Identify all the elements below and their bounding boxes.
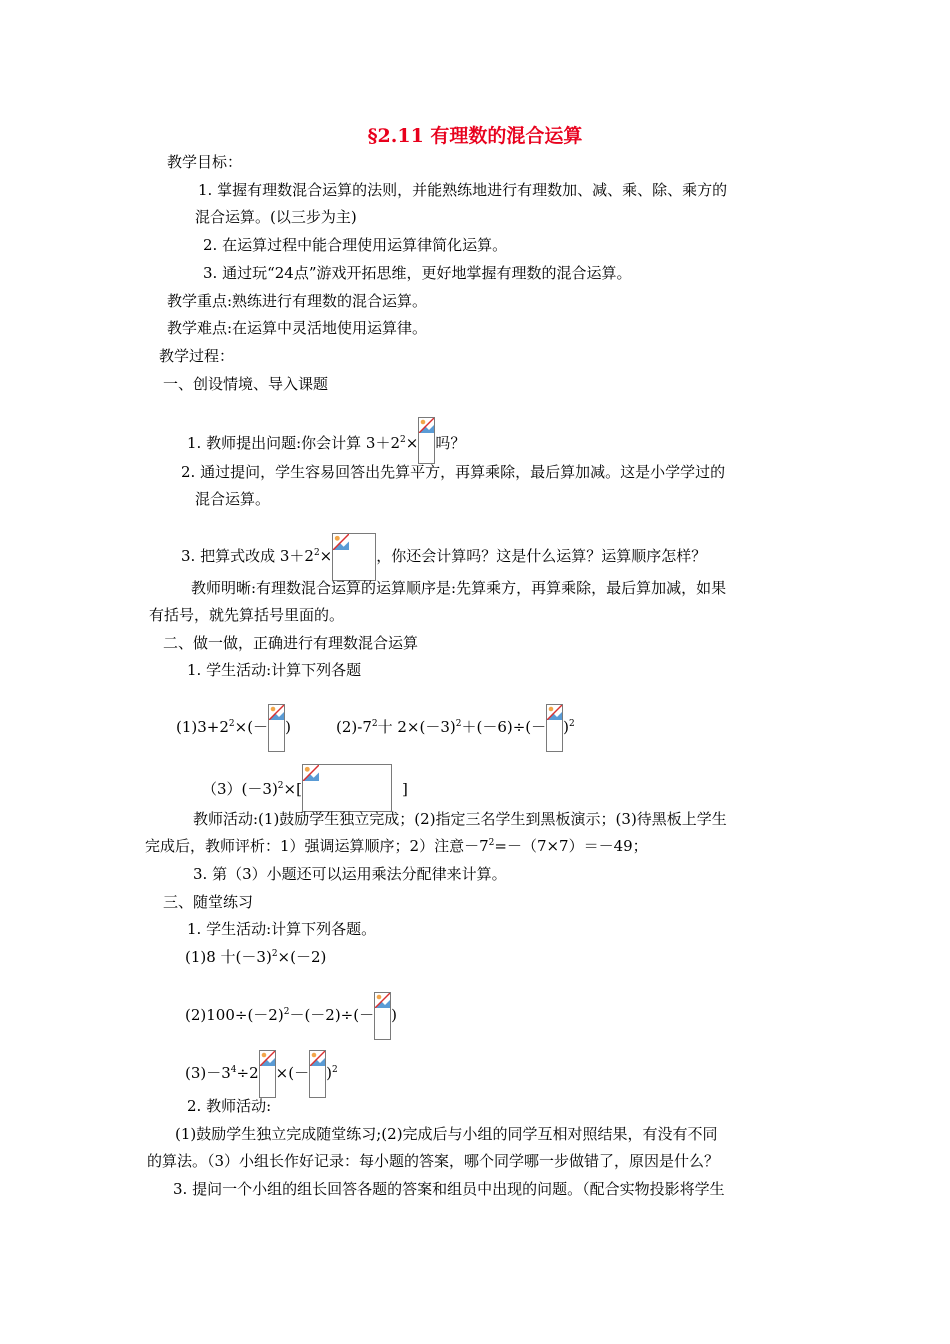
e1-a: (1)8 十(－3) — [185, 948, 272, 966]
p3-end: ] — [401, 780, 408, 798]
section-3-activity: 1. 学生活动:计算下列各题。 — [187, 920, 377, 938]
q3-prefix: 3. 把算式改成 3＋2 — [181, 547, 314, 565]
broken-image-icon — [268, 704, 285, 752]
section-2-heading: 二、做一做，正确进行有理数混合运算 — [163, 634, 419, 652]
page-title: §2.11 有理数的混合运算 — [367, 125, 583, 147]
p3-exponent: 2 — [277, 781, 284, 791]
section-3-exercise-3 — [185, 1050, 338, 1098]
p1-prefix: (1)3+2 — [176, 718, 229, 736]
e3-end: ) — [326, 1064, 332, 1082]
p2-exponent-1: 2 — [371, 719, 378, 729]
broken-image-icon — [546, 704, 563, 752]
section-1-teacher-line-1: 教师明晰:有理数混合运算的运算顺序是:先算乘方，再算乘除，最后算加减，如果 — [191, 579, 727, 597]
p1-end: ) — [285, 718, 291, 736]
e3-exponent-2: 2 — [331, 1065, 338, 1075]
section-1-question-3 — [181, 533, 706, 581]
e3-exponent-1: 4 — [230, 1065, 237, 1075]
e2-exponent: 2 — [283, 1007, 290, 1017]
q3-suffix: ，你还会计算吗？这是什么运算？运算顺序怎样？ — [376, 547, 707, 565]
p3-prefix: （3）(－3) — [202, 780, 278, 798]
section-1-teacher-line-2: 有括号，就先算括号里面的。 — [149, 606, 345, 624]
process-heading: 教学过程： — [159, 347, 235, 365]
teacher-line-2-a: 完成后，教师评析：1）强调运算顺序；2）注意－7 — [145, 837, 489, 855]
difficulty: 教学难点:在运算中灵活地使用运算律。 — [167, 319, 428, 337]
teacher-line-2-exponent: 2 — [488, 838, 495, 848]
objective-2: 2. 在运算过程中能合理使用运算律简化运算。 — [203, 236, 508, 254]
p3-mid: ×[ — [283, 780, 302, 798]
objectives-heading: 教学目标： — [167, 153, 243, 171]
e2-end: ) — [391, 1006, 397, 1024]
section-2-problem-2 — [336, 704, 575, 752]
p2-prefix: (2)-7 — [336, 718, 372, 736]
section-2-teacher-line-1: 教师活动:(1)鼓励学生独立完成；(2)指定三名学生到黑板演示；(3)待黑板上学生 — [193, 810, 727, 828]
e1-b: ×(－2) — [277, 948, 327, 966]
broken-image-icon — [309, 1050, 326, 1098]
section-1-question-1 — [187, 417, 465, 464]
e1-exponent: 2 — [271, 949, 278, 959]
q3-times: × — [319, 547, 333, 565]
p2-exponent-2: 2 — [455, 719, 462, 729]
section-2-note-3: 3. 第（3）小题还可以运用乘法分配律来计算。 — [193, 865, 507, 883]
p2-mid: 十 2×(－3) — [377, 718, 456, 736]
section-3-exercise-2 — [185, 992, 397, 1040]
q3-exponent: 2 — [313, 548, 320, 558]
p2-exponent-3: 2 — [569, 719, 575, 729]
broken-image-icon — [418, 417, 435, 464]
broken-image-icon — [259, 1050, 276, 1098]
section-3-item-3: 3. 提问一个小组的组长回答各题的答案和组员中出现的问题。（配合实物投影将学生 — [173, 1180, 725, 1198]
p1-mid: ×(－ — [234, 718, 269, 736]
section-2-activity: 1. 学生活动:计算下列各题 — [187, 661, 362, 679]
q1-prefix: 1. 教师提出问题:你会计算 3＋2 — [187, 434, 400, 452]
broken-image-icon — [332, 533, 376, 581]
objective-1-line-1: 1. 掌握有理数混合运算的法则，并能熟练地进行有理数加、减、乘、除、乘方的 — [198, 181, 728, 199]
q1-times: × — [405, 434, 419, 452]
e2-b: －(－2)÷(－ — [289, 1006, 375, 1024]
q1-exponent: 2 — [400, 435, 406, 445]
section-2-teacher-line-2 — [145, 836, 648, 856]
section-3-teacher-line-1: (1)鼓励学生独立完成随堂练习;(2)完成后与小组的同学互相对照结果，有没有不同 — [175, 1125, 718, 1143]
section-3-heading: 三、随堂练习 — [163, 893, 254, 911]
section-1-question-2-line-2: 混合运算。 — [195, 490, 271, 508]
e3-b: ÷2 — [236, 1064, 259, 1082]
e3-a: (3)－3 — [185, 1064, 231, 1082]
objective-3: 3. 通过玩“24点”游戏开拓思维，更好地掌握有理数的混合运算。 — [203, 264, 632, 282]
section-3-teacher-line-2: 的算法。（3）小组长作好记录：每小题的答案，哪个同学哪一步做错了，原因是什么？ — [147, 1152, 720, 1170]
broken-image-icon — [374, 992, 391, 1040]
broken-image-icon — [302, 764, 392, 812]
section-3-exercise-1 — [185, 947, 326, 967]
section-2-problem-1 — [176, 704, 291, 752]
teacher-line-2-b: =－（7×7）＝－49； — [494, 837, 648, 855]
p1-exponent: 2 — [228, 719, 235, 729]
p2-end: ) — [563, 718, 569, 736]
q1-suffix: 吗？ — [435, 434, 466, 452]
objective-1-line-2: 混合运算。(以三步为主) — [195, 208, 357, 226]
e3-c: ×(－ — [275, 1064, 310, 1082]
section-2-problem-3 — [202, 764, 408, 812]
section-1-question-2-line-1: 2. 通过提问，学生容易回答出先算平方，再算乘除，最后算加减。这是小学学过的 — [181, 463, 726, 481]
key-point: 教学重点:熟练进行有理数的混合运算。 — [167, 292, 428, 310]
p2-rest: ＋(－6)÷(－ — [461, 718, 547, 736]
section-1-heading: 一、创设情境、导入课题 — [163, 375, 329, 393]
section-3-teacher-heading: 2. 教师活动: — [187, 1097, 272, 1115]
e2-a: (2)100÷(－2) — [185, 1006, 284, 1024]
